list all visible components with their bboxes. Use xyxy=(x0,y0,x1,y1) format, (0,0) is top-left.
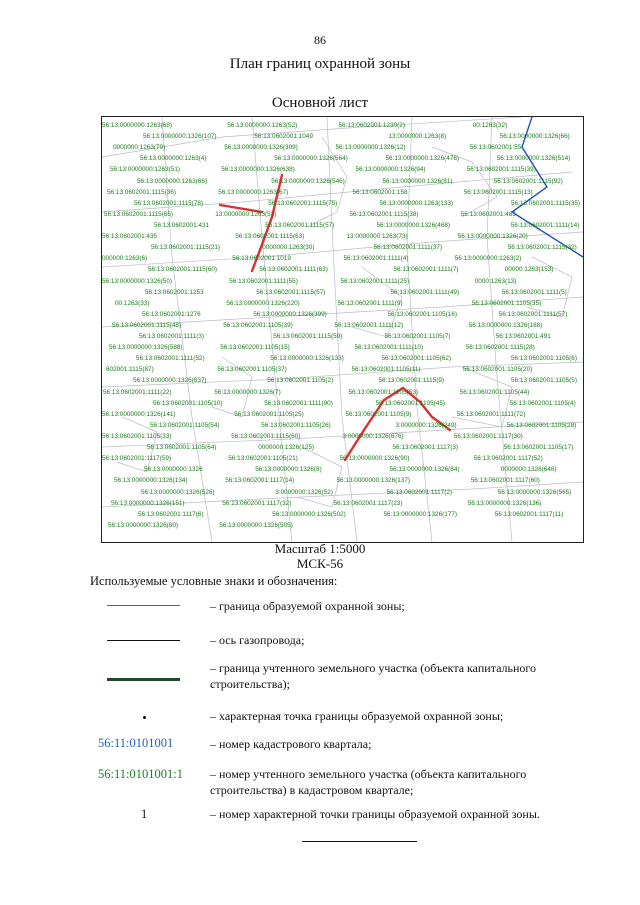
coordinate-system: МСК-56 xyxy=(296,556,344,571)
map-parcel-label: 56:13:0602001:1115(48) xyxy=(112,321,182,329)
map-parcel-label: 56:13:0000000:1326(137) xyxy=(336,477,411,485)
map-parcel-label: 56:13:0000000:1326(136) xyxy=(467,499,542,507)
legend-point-symbol xyxy=(143,716,146,719)
map-parcel-label: 56:13:0602001:1105(20) xyxy=(462,366,533,374)
map-parcel-label: 56:13:0000000:1326(476) xyxy=(385,155,460,163)
map-parcel-label: 56:13:0000000:1263(2) xyxy=(454,255,522,263)
legend-desc-gas-axis: – ось газопровода; xyxy=(210,633,305,647)
map-parcel-label: 56:13:0602001:1105(16) xyxy=(387,310,458,318)
map-parcel-label: 0000000:1263(30) xyxy=(262,244,315,252)
map-parcel-label: 56:13:0602001:1105(45) xyxy=(375,399,446,407)
map-parcel-label: 56:13:0602001:1105(62) xyxy=(381,355,452,363)
map-parcel-label: 56:13:0602001:1105(35) xyxy=(471,299,542,307)
map-parcel-label: 0000000:1326(125) xyxy=(258,444,315,452)
map-parcel-label: 56:13:0602001:1117(23) xyxy=(333,499,403,507)
map-parcel-label: 3:0000000:1326(676) xyxy=(342,433,404,441)
map-parcel-label: 56:13:0602001:1117(6) xyxy=(138,510,204,518)
legend-quarter-sample: 56:11:0101001 xyxy=(98,736,174,750)
map-parcel-label: 56:13:0602001:1105(53) xyxy=(348,388,419,396)
map-parcel-label: 56:13:0602001:1105(44) xyxy=(459,388,530,396)
map-parcel-label: 56:13:0000000:1326(80) xyxy=(108,521,179,529)
map-parcel-label: 56:13:0000000:1326(151) xyxy=(111,499,185,507)
map-parcel-label: 56:13:0602001:1111(9) xyxy=(337,299,403,307)
map-parcel-label: 56:13:0602001:1019 xyxy=(232,255,291,263)
map-parcel-label: 56:13:0602001:1105(15) xyxy=(220,344,290,352)
map-parcel-label: 56:13:0602001:1117(11) xyxy=(494,510,564,518)
legend-desc-point-number: – номер характерной точки границы образуемой охранной зоны. xyxy=(210,807,540,821)
map-parcel-label: 56:13:0000000:1263(51) xyxy=(110,166,181,174)
map-parcel-label: 56:13:0000000:1326(588) xyxy=(109,344,183,352)
map-parcel-label: 56:13:0000000:1263(66) xyxy=(137,177,208,185)
legend-heading: Используемые условные знаки и обозначения: xyxy=(90,574,338,588)
map-parcel-label: 0000:1263(13) xyxy=(474,277,517,285)
map-parcel-label: 56:13:0602001:1117(2) xyxy=(386,488,452,496)
legend-desc-quarter-number: – номер кадастрового квартала; xyxy=(210,737,372,751)
map-parcel-label: 56:13:0602001:1253 xyxy=(145,288,204,296)
legend-desc-parcel-number: – номер учтенного земельного участка (объекта капитального строительства) в кадастровом квартале; xyxy=(210,767,527,797)
map-parcel-label: 56:13:0602001:1111(37) xyxy=(373,244,443,252)
map-parcel-label: 56:13:0602001:1111(57) xyxy=(498,310,568,318)
map-parcel-label: 56:13:0602001:1105(4) xyxy=(509,399,576,407)
legend-red-line-symbol xyxy=(107,605,180,606)
legend-green-line-symbol xyxy=(107,678,180,681)
map-parcel-label: 56:13:0602001:1115(28) xyxy=(465,344,535,352)
map-parcel-label: 56:13:0602001:1105(6) xyxy=(511,355,577,363)
map-parcel-label: 56:13:0602001:1111(63) xyxy=(259,266,328,274)
page-number: 86 xyxy=(314,33,326,47)
map-parcel-label: 0000000:1263(79) xyxy=(113,144,166,152)
map-parcel-label: 56:13:0602001:1230(2) xyxy=(338,122,405,129)
map-parcel-label: 56:13:0602001:1111(12) xyxy=(334,321,404,329)
legend-parcel-sample: 56:11:0101001:1 xyxy=(98,767,183,781)
map-parcel-label: 56:13:0602001:1115(38) xyxy=(349,210,419,218)
map-parcel-label: 56:13:0602001:1105(17) xyxy=(503,444,574,452)
map-parcel-label: 56:13:0602001:1117(30) xyxy=(453,433,523,441)
map-parcel-label: 56:13:0000000:1326 xyxy=(144,466,203,474)
map-parcel-label: 56:13:0602001:1105(33) xyxy=(102,433,172,441)
map-parcel-label: 56:13:0602001:1115(63) xyxy=(235,233,305,241)
map-parcel-label: 56:13:0000000:1326(94) xyxy=(355,166,426,174)
map-parcel-label: 56:13:0602001:1105(9) xyxy=(345,410,412,418)
map-parcel-label: 56:13:0602001:1115(59) xyxy=(273,333,343,341)
map-parcel-label: 56:13:0000000:1326(8) xyxy=(255,466,322,474)
map-parcel-label: 56:13:0602001:1111(55) xyxy=(229,277,298,285)
map-parcel-label: 56:13:0000000:1326(12) xyxy=(335,144,406,152)
map-parcel-label: 56:13:0000000:1326(564) xyxy=(274,155,348,163)
map-parcel-label: 56:13:0000000:1326(637) xyxy=(133,377,207,385)
map-parcel-label: 56:13:0602001:431 xyxy=(154,221,210,229)
map-parcel-label: 56:13:0000000:1263(67) xyxy=(218,188,289,196)
map-parcel-label: 56:13:0000000:1326(188) xyxy=(468,321,543,329)
map-parcel-label: 56:13:0000000:1263(52) xyxy=(227,122,298,129)
map-parcel-label: 56:13:0602001:1115(65) xyxy=(104,210,174,218)
map-parcel-label: 56:13:0602001:1111(72) xyxy=(456,410,526,418)
legend-point-number-sample: 1 xyxy=(141,807,148,821)
map-parcel-label: 56:13:0602001:435 xyxy=(102,233,158,241)
map-parcel-label: 56:13:0602001:1111(25) xyxy=(340,277,410,285)
map-parcel-label: 56:13:0000000:1326(526) xyxy=(141,488,215,496)
map-parcel-label: 56:13:0602001:1115(32) xyxy=(507,244,577,252)
map-parcel-label: 56:13:0602001:1105(10) xyxy=(153,399,223,407)
map-parcel-label: 56:13:0000000:1326(565) xyxy=(497,488,572,496)
map-scale: Масштаб 1:5000 xyxy=(274,541,366,556)
map-parcel-label: 00:1263(33) xyxy=(115,299,150,307)
map-parcel-label: 56:13:0602001:1105(11) xyxy=(351,366,421,374)
map-parcel-label: 56:13:0602001:1105(7) xyxy=(384,333,451,341)
map-parcel-label: 56:13:0602001:1105(64) xyxy=(147,444,217,452)
map-parcel-label: 56:13:0602001:1117(52) xyxy=(473,455,543,463)
map-parcel-label: 56:13:0602001:1117(60) xyxy=(470,477,540,485)
document-title: План границ охранной зоны xyxy=(229,56,411,72)
map-parcel-label: 56:13:0602001:1115(39) xyxy=(466,166,536,174)
map-parcel-label: 56:13:0602001:1115(78) xyxy=(134,199,204,207)
map-parcel-label: 56:13:0000000:1326(133) xyxy=(270,355,344,363)
map-parcel-label: 56:13:0602001:1115(9) xyxy=(378,377,444,385)
map-parcel-label: 0000000:1326(648) xyxy=(500,466,557,474)
map-parcel-label: 56:13:0000000:1326(50) xyxy=(102,277,173,285)
map-parcel-label: 56:13:0602001:1117(3) xyxy=(392,444,458,452)
map-parcel-label: 56:13:0000000:1326(638) xyxy=(221,166,295,174)
footer-divider xyxy=(302,841,417,842)
map-parcel-label: 56:13:0602001:1115(13) xyxy=(463,188,533,196)
map-parcel-label: 56:13:0602001:1276 xyxy=(142,310,201,318)
map-parcel-label: 000000:1263(6) xyxy=(102,255,148,263)
map-parcel-label: 56:13:0000000:1263(4) xyxy=(140,155,207,163)
map-parcel-label: 56:13:0602001:1105(37) xyxy=(217,366,287,374)
map-parcel-label: 56:13:0602001:1105(26) xyxy=(261,421,331,429)
map-parcel-label: 56:13:0000000:1326(141) xyxy=(102,410,176,418)
map-parcel-label: 56:13:0602001:1105(5) xyxy=(511,377,577,385)
map-parcel-label: 00000:1263(153) xyxy=(504,266,554,274)
map-parcel-label: 56:13:0602001:1111(49) xyxy=(390,288,460,296)
map-parcel-label: 56:13:0000000:1326(309) xyxy=(224,144,298,152)
map-parcel-label: 56:13:0000000:1326(546) xyxy=(271,177,345,185)
map-parcel-label: 56:13:0602001:1115(35) xyxy=(511,199,581,207)
map-parcel-label: 56:13:0000000:1263(133) xyxy=(379,199,454,207)
map-parcel-label: 56:13:0602001:1115(21) xyxy=(151,244,221,252)
map-parcel-label: 56:13:0000000:1326(177) xyxy=(383,510,458,518)
legend-desc-parcel-boundary: – граница учтенного земельного участка (объекта капитального строительства); xyxy=(210,661,537,691)
map-parcel-label: 56:13:0602001:1111(3) xyxy=(139,333,205,341)
map-parcel-label: 56:13:0000000:1326(468) xyxy=(376,221,451,229)
map-parcel-label: 602001:1115(87) xyxy=(106,366,154,374)
map-parcel-label: 56:13:0602001:1111(7) xyxy=(393,266,459,274)
map-parcel-label: 56:13:0602001:1111(10) xyxy=(354,344,424,352)
map-parcel-label: 56:13:0602001:55 xyxy=(469,144,522,152)
map-parcel-label: 56:13:0000000:1326(107) xyxy=(143,133,217,141)
map-parcel-label: 13:0000000:1263(8) xyxy=(388,133,447,141)
map-parcel-label: 56:13:0602001:491 xyxy=(495,333,551,341)
map-parcel-label: 56:13:0602001:1111(5) xyxy=(501,288,567,296)
map-parcel-label: 56:13:0602001:1111(90) xyxy=(264,399,333,407)
map-parcel-label: 56:13:0000000:1326(90) xyxy=(339,455,410,463)
map-parcel-label: 56:13:0000000:1326(220) xyxy=(226,299,300,307)
map-parcel-label: 56:13:0602001:1111(4) xyxy=(343,255,409,263)
map-parcel-label: 56:13:0602001:1115(60) xyxy=(148,266,218,274)
map-parcel-label: 56:13:0000000:1326(7) xyxy=(214,388,281,396)
map-parcel-label: 56:13:0602001:1105(28) xyxy=(506,421,577,429)
map-parcel-label: 56:13:0602001:1105(21) xyxy=(228,455,298,463)
map-parcel-label: 56:13:0602001:1111(14) xyxy=(510,221,580,229)
map-parcel-label: 56:13:0000000:1326(399) xyxy=(253,310,327,318)
map-parcel-label: 56:13:0602001:1115(57) xyxy=(265,221,335,229)
map-parcel-label: 56:13:0602001:1115(60) xyxy=(231,433,301,441)
map-parcel-label: 56:13:0602001:1115(75) xyxy=(268,199,338,207)
map-parcel-label: 56:13:0602001:1117(59) xyxy=(102,455,172,463)
map-parcel-label: 56:13:0602001:1105(2) xyxy=(267,377,334,385)
sheet-title: Основной лист xyxy=(271,95,369,111)
map-parcel-label: 56:13:0602001:1117(14) xyxy=(225,477,295,485)
map-parcel-label: 56:13:0602001:483 xyxy=(460,210,516,218)
map-parcel-label: 56:13:0000000:1263(68) xyxy=(102,122,173,129)
map-parcel-label: 56:13:0000000:1326(502) xyxy=(272,510,346,518)
map-parcel-label: 56:13:0602001:1105(54) xyxy=(150,421,220,429)
map-parcel-label: 56:13:0602001:1111(52) xyxy=(136,355,205,363)
map-parcel-label: 00:1263(32) xyxy=(472,122,508,129)
map-parcel-label: 56:13:0000000:1326(514) xyxy=(496,155,571,163)
legend-desc-zone-boundary: – граница образуемой охранной зоны; xyxy=(210,599,405,613)
map-parcel-label: 56:13:0000000:1326(20) xyxy=(457,233,528,241)
map-parcel-label: 56:13:0000000:1326(66) xyxy=(499,133,570,141)
map-parcel-label: 56:13:0602001:1117(32) xyxy=(222,499,292,507)
cadastral-map xyxy=(101,116,584,543)
map-parcel-label: 56:13:0602001:1105(25) xyxy=(234,410,304,418)
map-parcel-label: 56:13:0000000:1326(505) xyxy=(219,521,293,529)
map-parcel-label: 13:0000000:1263(53) xyxy=(215,210,277,218)
map-parcel-label: 56:13:0602001:1111(22) xyxy=(103,388,172,396)
map-parcel-label: 56:13:0602001:1049 xyxy=(254,133,313,141)
map-parcel-label: 3:0000000:1326(52) xyxy=(275,488,333,496)
legend-desc-point: – характерная точка границы образуемой охранной зоны; xyxy=(210,709,504,723)
map-parcel-label: 56:13:0602001:1105(39) xyxy=(223,321,293,329)
map-parcel-label: 13:0000000:1263(73) xyxy=(346,233,408,241)
map-parcel-label: 56:13:0602001:1115(36) xyxy=(107,188,177,196)
map-parcel-label: 56:13:0000000:1326(84) xyxy=(389,466,460,474)
legend-black-line-symbol xyxy=(107,640,180,641)
map-parcel-label: 56:13:0000000:1326(134) xyxy=(114,477,188,485)
map-parcel-label: 56:13:0602001:1115(92) xyxy=(493,177,563,185)
map-parcel-label: 56:13:0000000:1326(81) xyxy=(382,177,453,185)
map-parcel-label: 56:13:0602001:158 xyxy=(352,188,408,196)
map-parcel-label: 56:13:0602001:1115(57) xyxy=(256,288,326,296)
map-parcel-label: 3:0000000:1326(249) xyxy=(395,421,457,429)
